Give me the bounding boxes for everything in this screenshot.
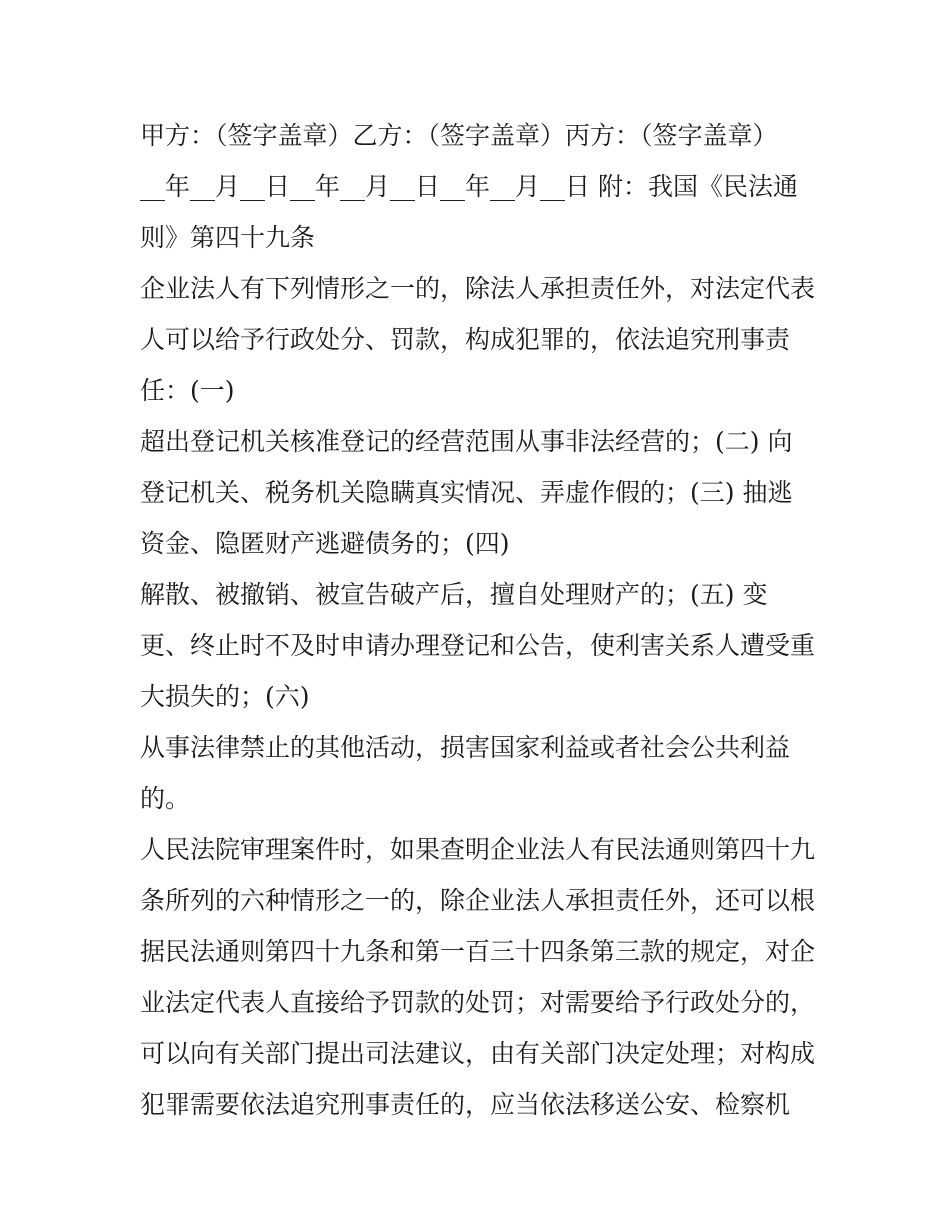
text-line: 任：(一): [140, 376, 235, 405]
text-line: 更、终止时不及时申请办理登记和公告，使利害关系人遭受重: [140, 631, 816, 660]
text-line: 据民法通则第四十九条和第一百三十四条第三款的规定，对企: [140, 937, 816, 966]
text-line: 的。: [140, 784, 191, 813]
text-line: 超出登记机关核准登记的经营范围从事非法经营的；(二) 向: [140, 427, 793, 456]
text-line: 甲方：（签字盖章）乙方：（签字盖章）丙方：（签字盖章）: [140, 121, 778, 150]
text-line: __年__月__日__年__月__日__年__月__日 附：我国《民法通: [140, 172, 798, 201]
text-line: 登记机关、税务机关隐瞒真实情况、弄虚作假的；(三) 抽逃: [140, 478, 793, 507]
text-line: 条所列的六种情形之一的，除企业法人承担责任外，还可以根: [140, 886, 816, 915]
text-line: 业法定代表人直接给予罚款的处罚；对需要给予行政处分的，: [140, 988, 816, 1017]
text-line: 犯罪需要依法追究刑事责任的，应当依法移送公安、检察机: [140, 1090, 791, 1119]
text-line: 大损失的；(六): [140, 682, 310, 711]
text-line: 从事法律禁止的其他活动，损害国家利益或者社会公共利益: [140, 733, 791, 762]
text-line: 人可以给予行政处分、罚款，构成犯罪的，依法追究刑事责: [140, 325, 791, 354]
text-line: 解散、被撤销、被宣告破产后，擅自处理财产的；(五) 变: [140, 580, 768, 609]
text-line: 资金、隐匿财产逃避债务的；(四): [140, 529, 510, 558]
document-body: [140, 110, 820, 1130]
text-line: 可以向有关部门提出司法建议，由有关部门决定处理；对构成: [140, 1039, 816, 1068]
text-line: 人民法院审理案件时，如果查明企业法人有民法通则第四十九: [140, 835, 816, 864]
text-line: 企业法人有下列情形之一的，除法人承担责任外，对法定代表: [140, 274, 816, 303]
text-line: 则》第四十九条: [140, 223, 316, 252]
